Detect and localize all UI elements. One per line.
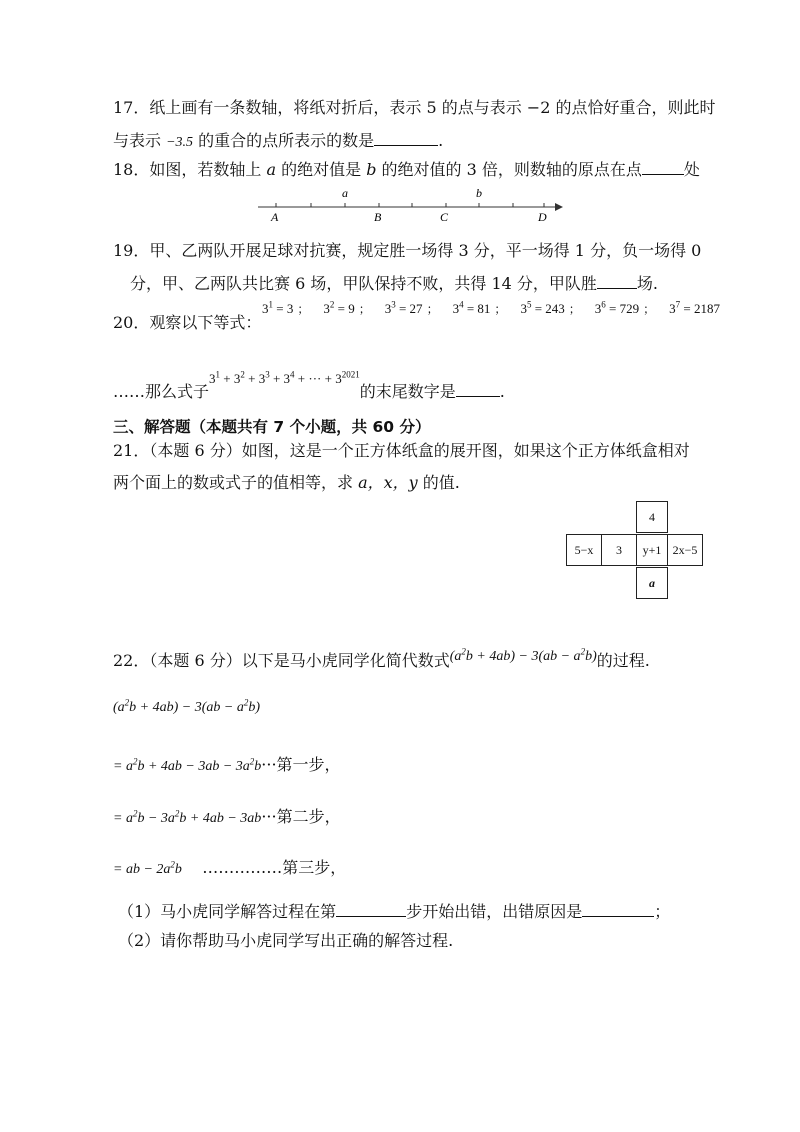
q20-separator: ； [568,302,581,316]
q22-text-b: 的过程. [596,651,650,670]
q22-sub2-text: （2）请你帮助马小虎同学写出正确的解答过程. [118,931,454,950]
net-face-2x-minus-5: 2x−5 [667,534,703,566]
q20-text-a: ……那么式子 [113,382,210,401]
section3-heading [113,416,430,438]
q20-powers-list [262,300,724,317]
q17-text-b: 的重合的点所表示的数是 [193,131,375,150]
q21-line2 [113,472,460,494]
q20-power-1: $3^1 = 3$ [262,299,294,316]
q18-text-end: 处 [683,160,700,179]
q20-intro: 20．观察以下等式： [113,313,262,332]
q20-separator: ； [358,302,371,316]
point-C: C [440,210,449,224]
q18-answer-blank[interactable] [642,158,684,175]
q19-text-a: 分，甲、乙两队共比赛 6 场，甲队保持不败，共得 14 分，甲队胜 [130,274,597,293]
q22-step3-expr: = ab − $2a^2b$ [113,859,182,877]
q19-line2 [130,272,658,295]
q21-line1 [113,440,690,462]
q18-text-a: 18．如图，若数轴上 [113,160,267,179]
q22-text-a: 22．（本题 6 分）以下是马小虎同学化简代数式 [113,651,450,670]
q17-answer-blank[interactable] [374,129,438,146]
q22-step2-label: ···第二步， [261,807,341,826]
q20-separator: ； [297,302,310,316]
q21-vars: a，x，y [358,473,418,492]
q22-line1 [113,646,650,674]
label-a: a [342,186,348,200]
q22-step1-label: ···第一步， [261,755,341,774]
section3-title: 三、解答题（本题共有 7 个小题，共 60 分） [113,418,431,436]
q20-end: . [499,382,505,401]
q20-answer-blank[interactable] [456,380,500,397]
net-face-3: 3 [601,534,637,566]
q22-step2 [113,806,341,830]
q20-separator: ； [643,302,656,316]
q17-line1 [113,97,715,119]
q20-separator: ； [426,302,439,316]
number-line-ticks [276,203,544,207]
q18-line [113,158,700,181]
q22-expression: $(a^2b + 4ab) - 3(ab - a^2b)$ [449,646,597,664]
q22-sub1 [118,900,670,923]
q22-step1-expr: = $a^2b + 4ab - 3ab - 3a^2b$ [113,756,262,774]
point-B: B [374,210,382,224]
number-line-figure [250,186,570,226]
q22-reason-blank[interactable] [582,900,654,917]
q18-text-c: 的绝对值的 3 倍，则数轴的原点在点 [376,160,642,179]
net-face-y-plus-1: y+1 [636,534,668,566]
q20-power-6: $3^6 = 729$ [594,299,640,316]
q17-line2 [113,129,443,154]
q18-text-b: 的绝对值是 [276,160,367,179]
q20-power-4: $3^4 = 81$ [452,299,491,316]
q20-expression: 31 + 32 + 33 + 34 + ··· + 32021 [209,369,360,386]
q22-sub2 [118,930,453,952]
cube-net-figure [566,501,700,601]
q20-text-b: 的末尾数字是 [359,382,456,401]
q20-separator: ； [494,302,507,316]
q17-number: −3.5 [166,135,194,150]
q21-text: 21．（本题 6 分）如图，这是一个正方体纸盒的展开图，如果这个正方体纸盒相对 [113,441,690,460]
q22-step3 [113,857,346,881]
q22-step0: $(a^2b + 4ab) - 3(ab - a^2b)$ [113,697,261,715]
q20-power-5: $3^5 = 243$ [520,299,565,316]
net-face-top: 4 [636,501,668,533]
number-line-arrow [555,203,563,211]
q22-step1 [113,754,341,778]
q20-power-3: $3^3 = 27$ [384,299,423,316]
q22-sub1-text-b: 步开始出错，出错原因是 [406,902,583,921]
q17-end: . [438,131,444,150]
q18-var-b: b [366,160,377,179]
q19-line1 [113,240,701,262]
q20-power-2: $3^2 = 9$ [323,299,355,316]
net-face-a: a [636,567,668,599]
q22-step-blank[interactable] [336,900,406,917]
q17-text-a: 与表示 [113,131,167,150]
q19-text: 19．甲、乙两队开展足球对抗赛，规定胜一场得 3 分，平一场得 1 分，负一场得 0 [113,241,702,260]
q17-text: 17．纸上画有一条数轴，将纸对折后，表示 5 的点与表示 −2 的点恰好重合，则此时 [113,98,716,117]
q21-text-b: 的值. [417,473,460,492]
q19-answer-blank[interactable] [597,272,637,289]
q20-intro-line [113,312,261,334]
point-D: D [538,210,547,224]
q22-sub1-text-a: （1）马小虎同学解答过程在第 [118,902,337,921]
q20-power-7: $3^7 = 2187$ [669,299,720,316]
net-face-5-minus-x: 5−x [566,534,602,566]
q22-step3-label: ……………第三步， [202,858,347,877]
q22-sub1-end: ； [654,902,671,921]
point-A: A [271,210,279,224]
q19-end: 场. [636,274,658,293]
q21-text-a: 两个面上的数或式子的值相等，求 [113,473,359,492]
q18-var-a: a [266,160,276,179]
q22-step2-expr: = $a^2b - 3a^2b + 4ab - 3ab$ [113,808,262,826]
label-b: b [476,186,482,200]
